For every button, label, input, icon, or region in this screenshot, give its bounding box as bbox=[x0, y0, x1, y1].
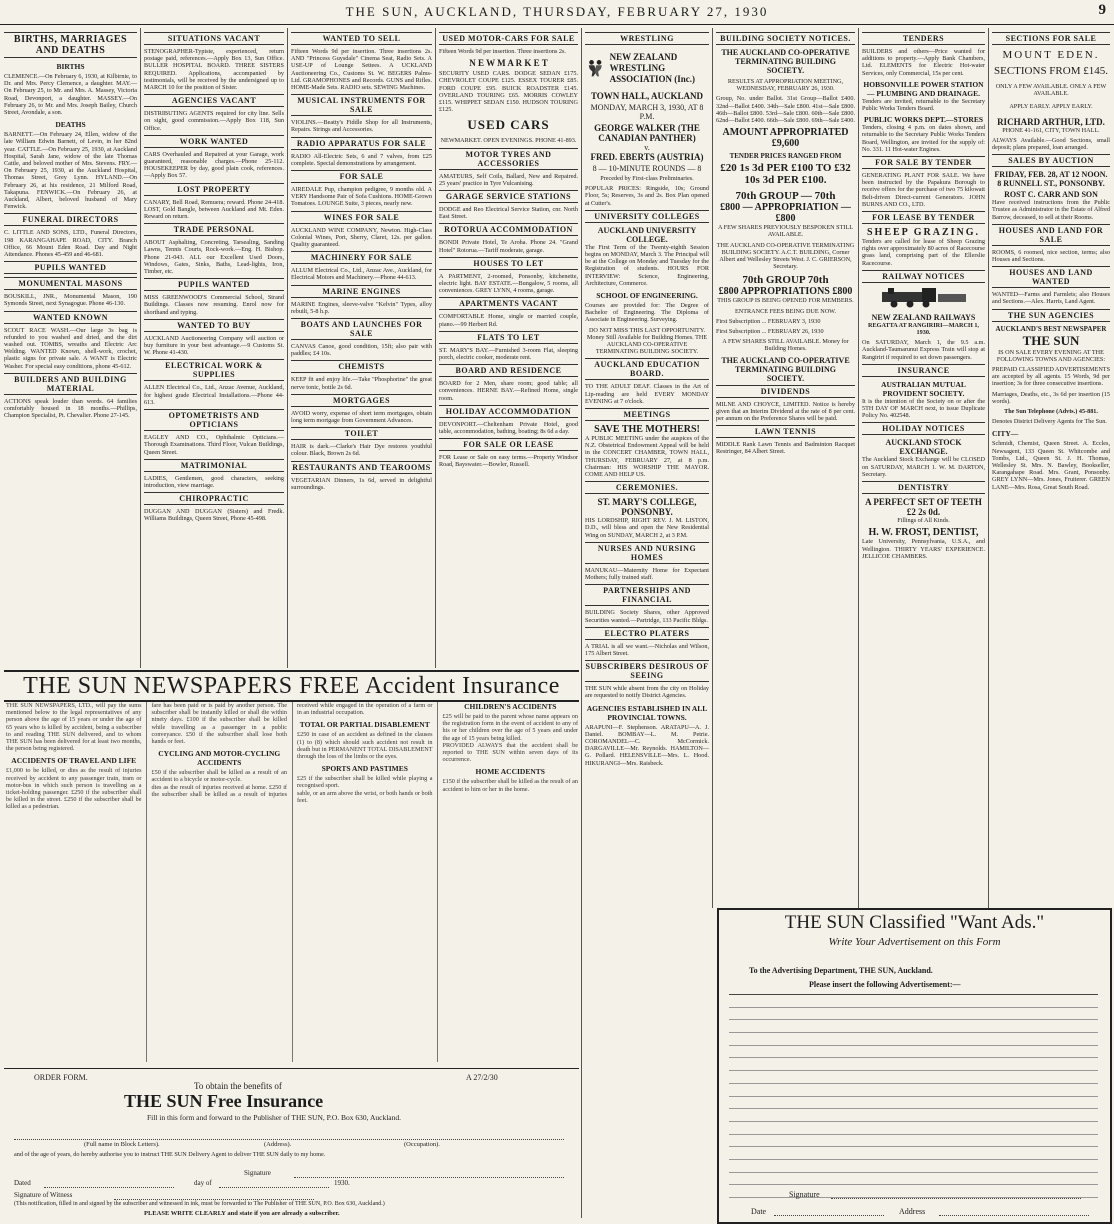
apply-early: APPLY EARLY. APPLY EARLY. bbox=[1009, 103, 1093, 111]
auction-text: Have received instructions from the Public Trustee as Administrator in the Estate of Alfred Barrow, deceased, to sell at their Rooms. bbox=[992, 199, 1110, 221]
free-insurance-title: THE SUN Free Insurance bbox=[124, 1091, 324, 1111]
restaurants-text: VEGETARIAN Dinners, 1s 6d, served in delightful surroundings. bbox=[291, 476, 432, 491]
second-subscription: First Subscription ... FEBRUARY 26, 1930 bbox=[716, 328, 824, 336]
masthead bbox=[0, 2, 1114, 25]
radio-text: RADIO All-Electric Sets, 6 and 7 valves, from £25 complete. Special demonstrations by arrangement. bbox=[291, 152, 432, 167]
section-header: HOUSES AND LAND WANTED bbox=[992, 266, 1110, 288]
wrestler-1: GEORGE WALKER (THE CANADIAN PANTHER) bbox=[594, 123, 700, 143]
college-name: ST. MARY'S COLLEGE, PONSONBY. bbox=[597, 497, 697, 518]
section-header: TRADE PERSONAL bbox=[144, 223, 284, 236]
section-header: LAWN TENNIS bbox=[716, 425, 855, 438]
column-births bbox=[4, 30, 137, 670]
section-header: BOARD AND RESIDENCE bbox=[439, 364, 578, 377]
classified-signature-label: Signature bbox=[789, 1190, 820, 1199]
children-heading: CHILDREN'S ACCIDENTS bbox=[464, 702, 557, 711]
section-header: TOILET bbox=[291, 427, 432, 440]
tyres-text: AMATEURS, Self Coils, Ballard, New and Repaired. 25 years' practice in Tyre Vulcanising. bbox=[439, 172, 578, 187]
insurance-body-1: THE SUN NEWSPAPERS, LTD., will pay the sums mentioned below to the legal representatives of any person above the age of 15 years or under the age of 65 years who is killed by accident, being a subscriber to and reading THE SUN delivered, and to whom THE SUN has been delivered for at least two months, the person being registered. bbox=[6, 702, 142, 753]
signature-label: Signature bbox=[244, 1169, 271, 1177]
authorise-text: and of the age of years, do hereby authorise you to instruct THE SUN Delivery Agent to deliver THE SUN daily to my home. bbox=[14, 1151, 326, 1158]
cars-intro: Fifteen Words 9d per insertion. Three insertions 2s. bbox=[439, 48, 566, 55]
day-of-field[interactable] bbox=[219, 1187, 329, 1188]
births-text: CLEMENCE.—On February 6, 1930, at Kilbirnie, to Dr. and Mrs. Percy Clemence, a daughter. MAY.—On February 25, to Mr. and Mrs. A. Massey, Victoria Road, Devonport, a daughter. MASSEY.—On February 26, to Mr. and Mrs. Joseph Bailey, Church Street, Avondale, a son. bbox=[4, 73, 137, 117]
regatta-heading: REGATTA AT RANGIRIRI—MARCH 1, 1930. bbox=[868, 321, 979, 337]
witness-field[interactable] bbox=[114, 1199, 314, 1200]
section-header: ELECTRICAL WORK & SUPPLIES bbox=[144, 359, 284, 381]
stock-exchange: AUCKLAND STOCK EXCHANGE. bbox=[885, 438, 962, 457]
sections-price: SECTIONS FROM £145. bbox=[994, 65, 1108, 77]
mutual-text: It is the intention of the Society on or after the 5TH DAY OF MARCH next, to issue Duplicate Policy No. 402548. bbox=[862, 397, 985, 420]
classified-address-field[interactable] bbox=[939, 1215, 1089, 1216]
masthead-title: THE SUN, AUCKLAND, THURSDAY, FEBRUARY 27, 1930 bbox=[345, 4, 769, 19]
dated-label: Dated bbox=[14, 1179, 31, 1187]
houses-sale-text: ROOMS, 6 roomed, nice section, terms; also Houses and Sections. bbox=[992, 248, 1110, 264]
home-text: £150 if the subscriber shall be killed as the result of an accident to him or her in the home. bbox=[442, 778, 578, 793]
column-sell bbox=[291, 30, 432, 670]
column-rule bbox=[988, 28, 989, 908]
write-clearly: PLEASE WRITE CLEARLY and state if you are already a subscriber. bbox=[144, 1210, 340, 1217]
section-header: FUNERAL DIRECTORS bbox=[4, 213, 137, 226]
section-header: CHEMISTS bbox=[291, 360, 432, 373]
the-sun-heading: THE SUN bbox=[1022, 332, 1080, 348]
musical-text: VIOLINS.—Beatty's Fiddle Shop for all Instruments, Repairs. Strings and Accessories. bbox=[291, 119, 432, 134]
benefits-text: £1,000 to be killed, or dies as the result of injuries received by accident to any passenger train, tram or motor-bus in which such person is travelling as a ticket-holding passenger. £250 if the subscriber shall be killed in the street. £250 if the subscriber shall be killed as a pedestrian. bbox=[6, 767, 142, 811]
few-left: ONLY A FEW AVAILABLE. ONLY A FEW AVAILABLE. bbox=[995, 83, 1107, 98]
column-rule bbox=[435, 28, 436, 668]
wrestling-prices: POPULAR PRICES: Ringside, 10s; Ground Floor, 5s; Reserves, 3s and 2s. Box Plan opened at Cutter's. bbox=[585, 185, 709, 207]
address-label: (Address). bbox=[264, 1141, 292, 1148]
board-text: BOARD for 2 Men, share room; good table; all conveniences. HERNE BAY.—Refined Home, single room. bbox=[439, 380, 578, 402]
section-header: BUILDERS AND BUILDING MATERIAL bbox=[4, 373, 137, 395]
year-label: 1930. bbox=[334, 1179, 350, 1187]
section-header: PUPILS WANTED bbox=[144, 278, 284, 291]
children-text: £25 will be paid to the parent whose name appears on the registration form in the event of accident to any of his or her children over the age of 5 years and under the age of 15 years being killed. bbox=[442, 713, 578, 742]
wrestling-logo-row bbox=[585, 48, 709, 88]
sell-text: Fifteen Words 9d per insertion. Three insertions 2s. AND "Princess Guysdale" Cinema Seat, Radio Sets. A USE-UP of Lounge Settees. A UCKLAND Auctioneering Co., Customs St. W. BEGERS Palms-Ltd. GRAMOPHONES and Records. GUNS and Rifles. HOME-Made Sets. RADIO sets. SEWING Machines. bbox=[291, 48, 432, 92]
section-header: FLATS TO LET bbox=[439, 331, 578, 344]
auction-date: FRIDAY, FEB. 28, AT 12 NOON. bbox=[994, 170, 1108, 180]
section-header: PUPILS WANTED bbox=[4, 261, 137, 274]
mortgages-text: AVOID worry, expense of short term mortgages, obtain long term mortgage from Government Advances. bbox=[291, 409, 432, 425]
signature-field[interactable] bbox=[294, 1177, 564, 1178]
section-header: AUCKLAND EDUCATION BOARD. bbox=[585, 358, 709, 380]
entrance-fees: ENTRANCE FEES BEING DUE NOW. bbox=[734, 307, 836, 315]
chemists-text: KEEP fit and enjoy life.—Take "Phosphorine" the great nerve tonic, bottle 2s 6d. bbox=[291, 376, 432, 391]
holiday-text: DEVONPORT.—Cheltenham Private Hotel, good table, accommodation, bathing, boating; 8s 6d a day. bbox=[439, 420, 578, 436]
platers-text: A TRIAL is all we want.—Nicholas and Wilson, 175 Albert Street. bbox=[585, 642, 709, 657]
coop-society: THE AUCKLAND CO-OPERATIVE TERMINATING BUILDING SOCIETY. bbox=[721, 48, 850, 75]
section-header: FOR SALE BY TENDER bbox=[862, 156, 985, 169]
city-heading: CITY— bbox=[992, 429, 1019, 439]
classified-address-label: Address bbox=[899, 1207, 926, 1216]
sheep-text: Tenders are called for lease of Sheep Grazing rights over approximately 80 acres of Racecourse grass land, comprising part of the Ellerslie Racecourse. bbox=[862, 238, 985, 267]
name-label: (Full name in Block Letters). bbox=[84, 1141, 160, 1148]
order-number: A 27/2/30 bbox=[466, 1073, 498, 1082]
perfect-teeth: A PERFECT SET OF TEETH £2 2s 0d. bbox=[865, 497, 982, 518]
section-header: OPTOMETRISTS AND OPTICIANS bbox=[144, 409, 284, 431]
column-wrestling bbox=[585, 30, 709, 1218]
section-header: MEETINGS bbox=[585, 408, 709, 421]
shares-available: A FEW SHARES PREVIOUSLY BESPOKEN STILL AVAILABLE. bbox=[717, 224, 853, 239]
classified-date-label: Date bbox=[751, 1207, 767, 1216]
wrestling-venue: TOWN HALL, AUCKLAND bbox=[590, 91, 704, 101]
work-text: CARS Overhauled and Repaired at your Garage, work guaranteed, reasonable charges.—Phone 25-112. HOUSEKEEPER by day, good plain cook, references.—Apply Box 57. bbox=[144, 150, 284, 180]
section-header: WANTED KNOWN bbox=[4, 311, 137, 324]
locomotive-illustration bbox=[862, 286, 985, 308]
section-header: FOR SALE bbox=[291, 170, 432, 183]
group-open: THIS GROUP IS BEING OPENED FOR MEMBERS. bbox=[717, 297, 854, 305]
section-header: APARTMENTS VACANT bbox=[439, 297, 578, 310]
column-rule bbox=[858, 28, 859, 908]
sale-text: AIREDALE Pup, champion pedigree, 9 months old. A VERY Handsome Pair of Sofa Cushions. HOME-Grown Tomatoes. LOUNGE Suite, 3 pieces, nearly new. bbox=[291, 186, 432, 208]
pwd-text: Tenders, closing 4 p.m. on dates shown, and returnable to the Secretary Public Works Tenders Board, Wellington, are invited for the supply of: No. 331. 11 Hot-water Engines. bbox=[862, 124, 985, 153]
wrestlers-illustration bbox=[585, 48, 606, 88]
exchange-text: FOR Lease or Sale on easy terms.—Property Windsor Road, Bayswater.—Bowler, Russell. bbox=[439, 454, 578, 469]
coop-society-2: THE AUCKLAND CO-OPERATIVE TERMINATING BUILDING SOCIETY. bbox=[721, 355, 850, 383]
optom-text: EAGLEY AND CO., Ophthalmic Opticians.—Thorough Examinations. Third Floor, Vulcan Buildings, Queen Street. bbox=[144, 434, 284, 456]
university-text: The First Term of the Twenty-eighth Session begins on MONDAY, March 3. The Principal will be at the College on Monday and Tuesday for the Registration of students. HOURS FOR INTERVIEW: Science, Engineering, Architecture, Commerce. bbox=[585, 243, 709, 287]
houses-text: A PARTMENT, 2-roomed, Ponsonby, kitchenette, electric light. BAY ESTATE.—Bungalow, 5 rooms, all conveniences. GREY LYNN, 4 rooms, garage. bbox=[439, 272, 578, 295]
deaths-text: BARNETT.—On February 24, Ellen, widow of the late William Edwin Barnett, of Levin, in her 82nd year. CATTLE.—On February 25, 1930, at Auckland Hospital, Sarah Jane, widow of the late Thomas Cattle, and beloved mother of Mrs. Stevens. FRY.—On February 25, 1930, at the Auckland Hospital, Thomas Street, Grey Lynn. HYLAND.—On February 26, at his residence, 21 Milford Road, Takapuna. FENWICK.—On February 26, at Auckland, Albert, beloved husband of Mary Fenwick. bbox=[4, 131, 137, 211]
education-text: TO THE ADULT DEAF. Classes in the Art of Lip-reading are held EVERY MONDAY EVENING at 7 o'clock. bbox=[585, 383, 709, 405]
auction-place: 8 RUNNELL ST., PONSONBY. bbox=[997, 179, 1105, 189]
coop-text: DO NOT MISS THIS LAST OPPORTUNITY. Money Still Available for Building Homes. THE AUCKLAND CO-OPERATIVE TERMINATING BUILDING SOCIETY. bbox=[586, 326, 708, 356]
fillings: Fillings of All Kinds. bbox=[897, 517, 950, 525]
power-text: Tenders are invited, returnable to the Secretary Public Works Tenders Board. bbox=[862, 97, 985, 113]
boats-text: CANVAS Canoe, good condition, 15ft; also pair with paddles; £4 10s. bbox=[291, 343, 432, 358]
results-heading: RESULTS AT APPROPRIATION MEETING, WEDNESDAY, FEBRUARY 26, 1930. bbox=[727, 78, 844, 93]
college-text: HIS LORDSHIP, RIGHT REV. J. M. LISTON, D.D., will bless and open the New Residential Wing on SUNDAY, MARCH 2, at 3 P.M. bbox=[585, 517, 709, 539]
ad-writing-lines[interactable] bbox=[729, 994, 1098, 1183]
sport-heading: SPORTS AND PASTIMES bbox=[321, 764, 408, 774]
classified-form bbox=[717, 908, 1112, 1224]
toilet-text: HAIR is dark.—Clarke's Hair Dye restores youthful colour. Black, Brown 2s 6d. bbox=[291, 443, 432, 458]
section-header: GARAGE SERVICE STATIONS bbox=[439, 190, 578, 203]
first-subscription: First Subscription ... FEBRUARY 3, 1930 bbox=[716, 317, 821, 325]
section-header: TENDERS bbox=[862, 32, 985, 45]
power-station: HOBSONVILLE POWER STATION— PLUMBING AND DRAINAGE. bbox=[863, 79, 984, 98]
wanted-text: SCOUT RACE WASH.—Our large 3s bag is refunded to you washed and dried, and the dirt washed out. TOMBS, wreaths and Electric Arc Welding. WANTED Known, shell-work, crochet, plastic signs for private sale. A WANT is Electric Washer. For special easy conditions, phone 45-612. bbox=[4, 326, 137, 370]
electrical-text: ALLEN Electrical Co., Ltd., Anzac Avenue, Auckland, for highest grade Electrical Installations.—Phone 44-613. bbox=[144, 384, 284, 406]
classified-title: THE SUN Classified "Want Ads." bbox=[784, 912, 1045, 933]
chiro-text: DUGGAN AND DUGGAN (Sisters) and Fredk. Williams Buildings, Queen Street, Phone 45-498. bbox=[144, 508, 284, 523]
insurance-banner-title: THE SUN NEWSPAPERS FREE Accident Insurance bbox=[23, 673, 560, 699]
classified-dept: To the Advertising Department, THE SUN, Auckland. bbox=[749, 966, 933, 975]
fill-instructions: Fill in this form and forward to the Publisher of THE SUN, P.O. Box 630, Auckland. bbox=[146, 1113, 401, 1122]
flats-text: ST. MARY'S BAY.—Furnished 3-room Flat, sleeping porch, electric cooker, moderate rent. bbox=[439, 346, 578, 362]
wines-text: AUCKLAND WINE COMPANY, Newton. High-Class Colonial Wines, Port, Sherry, Claret, 12s. per gallon. Quality guaranteed. bbox=[291, 226, 432, 249]
stock-text: The Auckland Stock Exchange will be CLOSED on SATURDAY, MARCH 1. W. M. DARTON, Secretary. bbox=[862, 456, 985, 478]
wrestling-date: MONDAY, MARCH 3, 1930, AT 8 P.M. bbox=[590, 103, 704, 121]
section-header: SUBSCRIBERS DESIROUS OF SEEING bbox=[585, 662, 709, 681]
save-mothers-heading: SAVE THE MOTHERS! bbox=[594, 424, 700, 436]
pupils-text: MISS GREENWOOD'S Commercial School, Strand Buildings. Classes now resuming. Enrol now for shorthand and typing. bbox=[144, 294, 284, 316]
section-header: MATRIMONIAL bbox=[144, 459, 284, 472]
name-field[interactable] bbox=[14, 1139, 564, 1140]
wrestling-rounds: 8 — 10-MINUTE ROUNDS — 8 bbox=[592, 164, 702, 173]
mutual-society: AUSTRALIAN MUTUAL PROVIDENT SOCIETY. bbox=[881, 379, 966, 398]
group-70: 70th GROUP — 70th bbox=[735, 190, 836, 203]
telephone-line: The Sun Telephone (Advts.) 45-881. bbox=[1004, 408, 1098, 416]
regatta-text: On SATURDAY, March 1, the 9.5 a.m. Auckland-Taumarunui Express Train will stop at Rangiriri if required to set down passengers. bbox=[862, 339, 985, 361]
column-tenders bbox=[862, 30, 985, 905]
sport-text: £25 if the subscriber shall be killed while playing a recognised sport. bbox=[297, 775, 433, 790]
trade-text: ABOUT Asphalting, Concreting, Tarsealing, Sanding Lawns, Tennis Courts, Rock-work.—Eng. H. Bishop. Phone 21-043. ALL our Excellent Used Doors, Windows, Gates, Sinks, Baths, Lead-lights, Iron, Timber, etc. bbox=[144, 239, 284, 276]
order-note: (This notification, filled in and signed by the subscriber and witnessed in ink, must be forwarded to The Publisher of THE SUN, P.O. Box 630, Auckland.) bbox=[14, 1201, 385, 1207]
section-header: RADIO APPARATUS FOR SALE bbox=[291, 137, 432, 150]
city-agencies: Schmidt, Chemist, Queen Street. A. Eccles, Newsagent, 133 Queen St. Whitcombe and Tombs, Ltd., Queen St. J. H. Thomas, Wellesley St. Mrs. N. Bawley, Bookseller, Karangahape Road. Mrs. Grant, Ponsonby. GREY LYNN—Mrs. Jones, Fruiterer. GREEN LANE—Mrs. Rosa, Great South Road. bbox=[992, 440, 1110, 491]
school-heading: SCHOOL OF ENGINEERING. bbox=[596, 291, 698, 301]
group-70b: 70th GROUP 70th bbox=[742, 274, 829, 287]
versus: v. bbox=[644, 143, 650, 152]
column-building-society bbox=[716, 30, 855, 905]
section-header: WRESTLING bbox=[585, 32, 709, 45]
dividends-text: MILNE AND CHOYCE, LIMITED. Notice is hereby given that an Interim Dividend at the rate of 8 per cent. per annum on the Preference Shares will be paid. bbox=[716, 400, 855, 423]
section-header: RESTAURANTS AND TEAROOMS bbox=[292, 462, 431, 472]
tender-prices: TENDER PRICES RANGED FROM bbox=[729, 152, 842, 161]
section-header: FOR LEASE BY TENDER bbox=[862, 211, 985, 224]
section-header: BUILDING SOCIETY NOTICES. bbox=[716, 32, 855, 45]
partnerships-text: BUILDING Society Shares, other Approved Securities wanted.—Partridge, 133 Pacific Bldgs. bbox=[585, 609, 709, 624]
cycling-heading: CYCLING AND MOTOR-CYCLING ACCIDENTS bbox=[158, 749, 281, 768]
section-header: SITUATIONS VACANT bbox=[144, 32, 284, 45]
dentist-text: Late University, Pennsylvania, U.S.A., and Wellington. THIRTY YEARS' EXPERIENCE. JELLICOE CHAMBERS. bbox=[862, 538, 985, 560]
agencies-heading: AGENCIES ESTABLISHED IN ALL PROVINCIAL TOWNS. bbox=[586, 703, 708, 722]
column-rule bbox=[287, 28, 288, 668]
benefits-heading: ACCIDENTS OF TRAVEL AND LIFE bbox=[11, 756, 137, 766]
section-header: HOUSES AND LAND FOR SALE bbox=[992, 224, 1110, 246]
section-header: NURSES AND NURSING HOMES bbox=[585, 542, 709, 564]
few-shares: A FEW SHARES STILL AVAILABLE. Money for Building Homes. bbox=[722, 338, 849, 353]
results-list: Group, No. under Ballot. 31st Group—Ballot £400. 32nd—Ballot £400. 34th—Sale £800. 41st—Sale £800. 46th—Ballot £800. 53rd—Sale £800. 60th—Sale £800. 62nd—Ballot £400. 66th—Sale £800. 69th—Sale £400. bbox=[716, 95, 855, 125]
section-header: USED MOTOR-CARS FOR SALE bbox=[439, 32, 578, 45]
wrestling-association: NEW ZEALAND WRESTLING ASSOCIATION (Inc.) bbox=[609, 51, 695, 84]
column-cars bbox=[439, 30, 578, 670]
occupation-label: (Occupation). bbox=[404, 1141, 440, 1148]
section-header: MONUMENTAL MASONS bbox=[4, 277, 137, 290]
coop-address: THE AUCKLAND CO-OPERATIVE TERMINATING BUILDING SOCIETY. A.C.T. BUILDING, Corner Albert and Wellesley Streets West. J. C. GRIERSON, Secretary. bbox=[716, 241, 855, 271]
total-text: £250 in case of an accident as defined in the clauses (1) to (8) which should such accident not result in death but in PERMANENT TOTAL DISABLEMENT through the loss of the limbs or the eyes. bbox=[297, 731, 433, 761]
section-header: MUSICAL INSTRUMENTS FOR SALE bbox=[291, 94, 432, 116]
buy-text: AUCKLAND Auctioneering Company will auction or buy furniture in your best advantage.—9 Customs St. W. Phone 41-430. bbox=[144, 334, 284, 357]
section-header: AGENCIES VACANT bbox=[144, 94, 284, 107]
rotorua-text: BONDI Private Hotel, Te Aroha. Phone 24. "Grand Hotel" Rotorua.—Tariff moderate, garage. bbox=[439, 239, 578, 254]
section-header: PARTNERSHIPS AND FINANCIAL bbox=[585, 584, 709, 606]
column-rule bbox=[140, 28, 141, 668]
classified-date-field[interactable] bbox=[774, 1215, 884, 1216]
districts-note: Denotes District Delivery Agents for The Sun. bbox=[992, 418, 1107, 426]
dated-field[interactable] bbox=[44, 1187, 174, 1188]
column-rule bbox=[712, 28, 713, 908]
wrestler-2: FRED. EBERTS (AUSTRIA) bbox=[590, 152, 704, 162]
section-header: ROTORUA ACCOMMODATION bbox=[439, 223, 578, 236]
order-form bbox=[4, 1068, 579, 1219]
prepaid-text: PREPAID CLASSIFIED ADVERTISEMENTS are accepted by all agents. 15 Words, 9d per insertion; 3s for three consecutive insertions. bbox=[992, 366, 1110, 388]
insurance-banner bbox=[4, 670, 579, 702]
section-header: SECTIONS FOR SALE bbox=[992, 32, 1110, 45]
tenders-text: BUILDERS and others—Price wanted for additions to property.—Apply Bank Chambers, Ltd. ELEMENTS for Electric Hot-water Services, only Commercial, 15s per cent. bbox=[862, 48, 985, 77]
section-header: UNIVERSITY COLLEGES bbox=[585, 210, 709, 223]
section-header: FOR SALE OR LEASE bbox=[439, 438, 578, 451]
section-header: WANTED TO BUY bbox=[144, 319, 284, 332]
day-of-label: day of bbox=[194, 1179, 212, 1187]
funeral-text: C. LITTLE AND SONS, LTD., Funeral Directors, 198 KARANGAHAPE ROAD, CITY. Branch Office, 66 Mount Eden Road. Day and Night Attendance. Phones 45-459 and 46-681. bbox=[4, 229, 137, 259]
plant-text: GENERATING PLANT FOR SALE. We have been instructed by the Papakura Borough to receive offers for the purchase of two 75 kilowatt Belt-driven Direct-current Generators. JOHN BURNS AND CO., LTD. bbox=[862, 172, 985, 208]
appropriation: £800 — APPROPRIATION — £800 bbox=[720, 202, 851, 225]
sun-agencies-text: IS ON SALE EVERY EVENING AT THE FOLLOWING TOWNS AND AGENCIES: bbox=[996, 348, 1106, 363]
dentist-name: H. W. FROST, DENTIST, bbox=[868, 527, 979, 539]
lawn-text: MIDDLE Rank Lawn Tennis and Badminton Racquet Restringer, 84 Albert Street. bbox=[716, 441, 855, 456]
section-header: HOUSES TO LET bbox=[439, 257, 578, 270]
garage-text: DODGE and Reo Electrical Service Station, cnr. North East Street. bbox=[439, 206, 578, 221]
classified-subtitle: Write Your Advertisement on this Form bbox=[828, 936, 1001, 948]
cycling-text: £50 if the subscriber shall be killed as a result of an accident to a bicycle or motor-cycle. bbox=[151, 769, 287, 784]
marriages-text: Marriages, Deaths, etc., 3s 6d per insertion (15 words). bbox=[992, 390, 1110, 405]
sheep-grazing: SHEEP GRAZING. bbox=[866, 227, 981, 239]
phone-line: PHONE 41-161, CITY, TOWN HALL. bbox=[1002, 126, 1100, 134]
used-cars-sub: NEWMARKET. OPEN EVENINGS. PHONE 41-893. bbox=[440, 137, 577, 145]
section-header: BOATS AND LAUNCHES FOR SALE bbox=[291, 318, 432, 340]
insurance-body-3: dies as the result of injuries received at home. £250 if the subscriber shall be killed as a result of injuries received while engaged in the operation of a farm or in an industrial occupation. bbox=[151, 702, 433, 798]
provided-text: PROVIDED ALWAYS that the accident shall be reported to THE SUN within seven days of its occurrence. bbox=[442, 741, 578, 764]
section-header: HOLIDAY ACCOMMODATION bbox=[439, 405, 578, 418]
nurses-text: MANUKAU—Maternity Home for Expectant Mothers; fully trained staff. bbox=[585, 566, 709, 582]
column-rule bbox=[581, 28, 582, 1218]
section-header: SALES BY AUCTION bbox=[992, 154, 1110, 167]
section-header: WANTED TO SELL bbox=[291, 32, 432, 45]
section-header: DENTISTRY bbox=[862, 481, 985, 494]
machinery-text: ALLUM Electrical Co., Ltd., Anzac Ave., Auckland, for Electrical Motors and Machinery.—Phone 44-613. bbox=[291, 267, 432, 282]
houses-wanted-text: WANTED—Farms and Farmlets; also Houses and Sections.—Alex. Harris, Land Agent. bbox=[992, 291, 1110, 306]
amount-appropriated: AMOUNT APPROPRIATED £9,600 bbox=[722, 127, 849, 150]
railways-name: NEW ZEALAND RAILWAYS bbox=[871, 312, 976, 322]
university-name: AUCKLAND UNIVERSITY COLLEGE. bbox=[597, 225, 697, 244]
classified-instruction: Please insert the following Advertisement:— bbox=[809, 980, 961, 989]
insurance-conditions bbox=[6, 702, 578, 1062]
column-situations bbox=[144, 30, 284, 670]
classified-signature-field[interactable] bbox=[831, 1198, 1081, 1199]
to-obtain: To obtain the benefits of bbox=[194, 1081, 282, 1091]
insurance-body-4: sable, or an arm above the wrist, or both hands or both feet. bbox=[297, 789, 433, 804]
section-subheader: DEATHS bbox=[55, 120, 86, 130]
column-sections bbox=[992, 30, 1110, 905]
section-header: HOLIDAY NOTICES bbox=[862, 422, 985, 435]
apartments-text: COMFORTABLE Home, single or married couple, piano.—99 Herbert Rd. bbox=[439, 313, 578, 328]
agencies-list: ARAPUNI—F. Stephenson. ARATAPU—A. J. Daniel. BOMBAY—L. M. Petrie. COROMANDEL—C. McCormick. DARGAVILLE—Mr. Reynolds. HAMILTON—G. Pollard. HELENSVILLE—Mrs. L. Hood. HIKURANGI—Mrs. Raisbeck. bbox=[585, 723, 709, 767]
monumental-text: BOUSKILL, JNR., Monumental Mason, 190 Symonds Street, next Synagogue. Phone 46-130. bbox=[4, 293, 137, 308]
page-number: 9 bbox=[1098, 2, 1106, 18]
section-header: WORK WANTED bbox=[144, 135, 284, 148]
section-header: CEREMONIES. bbox=[585, 481, 709, 494]
school-text: Courses are provided for: The Degree of Bachelor of Engineering. The Diploma of Associate in Engineering. Surveying. bbox=[585, 302, 709, 324]
section-header: DIVIDENDS bbox=[716, 385, 855, 398]
section-header: LOST PROPERTY bbox=[144, 183, 284, 196]
builders-text: ACTIONS speak louder than words. 64 families comfortably housed in 18 months.—Phillips, Champion Specialist, Pt. Chevalier. Phone 27-145. bbox=[4, 397, 137, 420]
tender-range: £20 1s 3d PER £100 TO £32 10s 3d PER £100. bbox=[720, 162, 851, 187]
auctioneer: ROST C. CARR AND SON bbox=[1004, 190, 1098, 200]
meeting-text: A PUBLIC MEETING under the auspices of the N.Z. Obstetrical Endowment Appeal will be held in the CONCERT CHAMBER, TOWN HALL, THURSDAY, FEBRUARY 27, at 8 p.m. Chairman: HIS WORSHIP THE MAYOR. COME AND HELP US. bbox=[585, 435, 709, 479]
lost-text: CANARY, Bell Road, Remuera; reward. Phone 24-418. LOST, Gold Bangle, between Auckland and Mt. Eden. Reward on return. bbox=[144, 198, 284, 221]
newmarket-heading: N E W M A R K E T bbox=[469, 58, 548, 69]
home-heading: HOME ACCIDENTS bbox=[475, 767, 545, 777]
section-header: THE SUN AGENCIES bbox=[992, 309, 1110, 322]
agencies-text: DISTRIBUTING AGENTS required for city line. Sells on sight, good commission.—Apply Box 118, Sun Office. bbox=[144, 110, 284, 132]
section-subheader: BIRTHS bbox=[56, 62, 85, 71]
appropriations: £800 APPROPRIATIONS £800 bbox=[718, 286, 853, 298]
always-text: ALWAYS Available.—Good Sections, small deposit; plans prepared, loan arranged. bbox=[992, 136, 1110, 152]
section-header: MACHINERY FOR SALE bbox=[291, 251, 432, 264]
marine-text: MARINE Engines, sleeve-valve "Kelvin" Types, alloy rebuilt, 5-8 h.p. bbox=[291, 300, 432, 315]
section-header: MORTGAGES bbox=[291, 394, 432, 407]
section-header: WINES FOR SALE bbox=[291, 211, 432, 224]
section-header: CHIROPRACTIC bbox=[144, 492, 284, 505]
best-newspaper: AUCKLAND'S BEST NEWSPAPER bbox=[995, 324, 1107, 333]
richard-arthur: RICHARD ARTHUR, LTD. bbox=[997, 116, 1105, 127]
insurance-body-2: fare has been paid or is paid by another person. The subscriber shall be instantly killed or shall die within ninety days. £100 if the subscriber shall be killed while travelling as a passenger in a public conveyance. £50 if the subscriber shall lose both hands or feet. bbox=[151, 702, 287, 746]
cars-list: SECURITY USED CARS. DODGE SEDAN £175. CHEVROLET COUPE £125. ESSEX TOURER £85. FORD COUPE £95. BUICK ROADSTER £145. OVERLAND TOURING £65. MORRIS COWLEY £115. WHIPPET SEDAN £150. HUDSON TOURING £125. bbox=[439, 70, 578, 114]
wrestling-prelim: Preceded by First-class Preliminaries. bbox=[600, 175, 694, 182]
situations-text: STENOGRAPHER-Typiste, experienced, return postage paid, references.—Apply Box 13, Sun Office. BULLER HOSPITAL BOARD. THREE SISTERS REQUIRED. Applications, accompanied by testimonials, will be received by the undersigned up to MARCH 10 for the position of Sister. bbox=[144, 48, 284, 92]
pwd-heading: PUBLIC WORKS DEPT.—STORES bbox=[864, 115, 983, 125]
total-heading: TOTAL OR PARTIAL DISABLEMENT bbox=[299, 720, 430, 730]
subscribers-text: THE SUN while absent from the city on Holiday are requested to notify District Agencies. bbox=[585, 685, 709, 700]
section-header: ELECTRO PLATERS bbox=[585, 627, 709, 640]
section-header: MARINE ENGINES bbox=[291, 285, 432, 298]
order-form-label: ORDER FORM. bbox=[34, 1073, 88, 1082]
section-header: BIRTHS, MARRIAGES AND DEATHS bbox=[4, 32, 137, 58]
mount-eden-heading: MOUNT EDEN. bbox=[1002, 49, 1100, 61]
witness-label: Signature of Witness bbox=[14, 1191, 73, 1199]
matrimonial-text: LADIES, Gentlemen, good characters, seeking introduction, view marriage. bbox=[144, 474, 284, 489]
section-header: INSURANCE bbox=[862, 364, 985, 377]
used-cars-heading: USED CARS bbox=[467, 117, 550, 133]
section-header: MOTOR TYRES AND ACCESSORIES bbox=[439, 148, 578, 170]
section-header: RAILWAY NOTICES bbox=[862, 270, 985, 283]
